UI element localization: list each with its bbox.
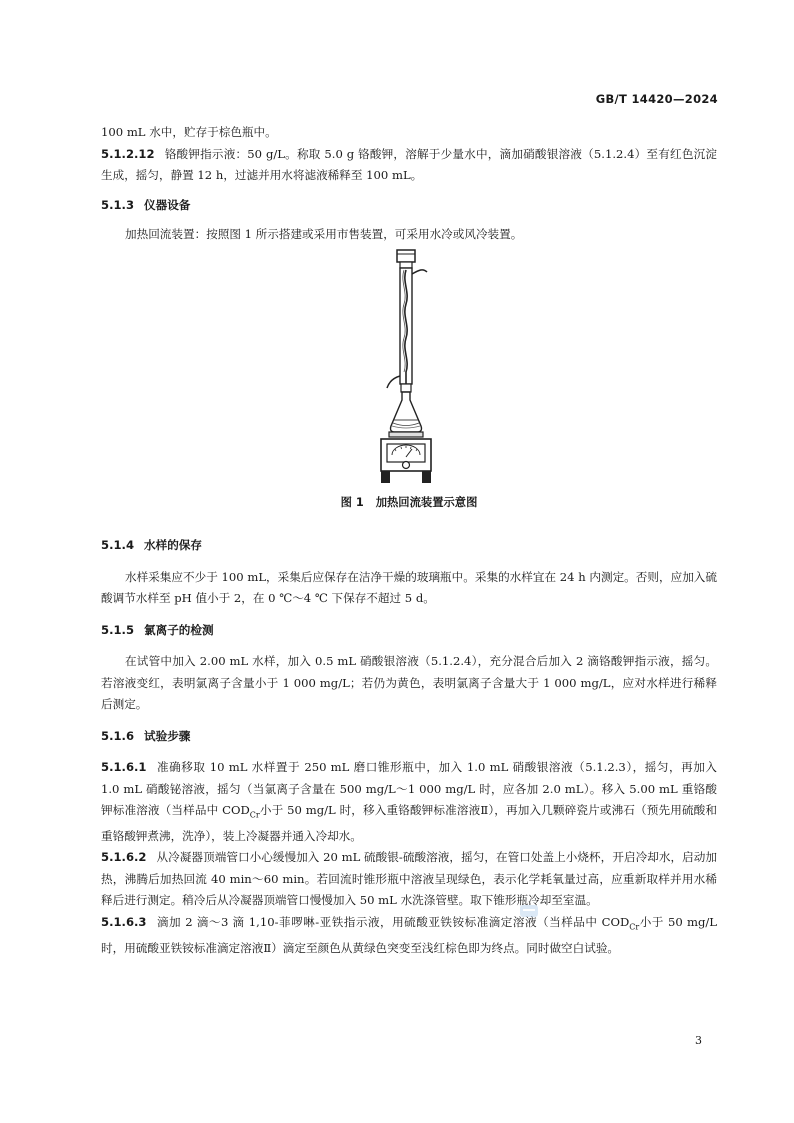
cod-subscript: Cr: [629, 922, 640, 932]
clause-text-part-b: 小于 50 mg/L 时，移入重铬酸钾标准溶液Ⅱ），再加入几颗碎瓷片或沸石（预先用硫酸和重铬酸钾煮沸，洗净），装上冷凝器并通入冷却水。: [101, 803, 717, 843]
section-heading-5-1-3: [101, 195, 717, 217]
document-body: [101, 122, 717, 959]
section-text-5-1-3: 加热回流装置：按照图 1 所示搭建或采用市售装置，可采用水冷或风冷装置。: [125, 227, 523, 241]
clause-number: 5.1.6.2: [101, 850, 147, 865]
section-number: 5.1.4: [101, 538, 135, 552]
clause-5-1-6-3: [101, 912, 717, 959]
reflux-apparatus-illustration: [379, 248, 439, 486]
section-title: 仪器设备: [144, 197, 191, 212]
section-number: 5.1.3: [101, 197, 135, 212]
section-heading-5-1-5: [101, 620, 717, 642]
section-text-5-1-5: 在试管中加入 2.00 mL 水样，加入 0.5 mL 硝酸银溶液（5.1.2.4），充分混合后加入 2 滴铬酸钾指示液，摇匀。若溶液变红，表明氯离子含量小于 1 000 mg/L；若仍为黄色，表明氯离子含量大于 1 000 mg/L，应对水样进行稀释后测定。: [101, 654, 717, 711]
clause-text-part-a: 滴加 2 滴～3 滴 1,10-菲啰啉-亚铁指示液，用硫酸亚铁铵标准滴定溶液（当样品中 COD: [156, 914, 630, 929]
clause-number: 5.1.6.3: [101, 914, 147, 929]
section-number: 5.1.6: [101, 728, 135, 743]
section-number: 5.1.5: [101, 622, 135, 637]
section-title: 试验步骤: [144, 728, 191, 743]
clause-5-1-2-12: [101, 144, 717, 187]
section-title: 氯离子的检测: [144, 622, 214, 637]
figure-1-caption: [101, 492, 717, 514]
standard-number: GB/T 14420—2024: [595, 92, 718, 106]
section-heading-5-1-4: [101, 535, 717, 557]
cod-subscript: Cr: [249, 810, 260, 820]
clause-number: 5.1.6.1: [101, 760, 147, 774]
figure-1: [101, 248, 717, 486]
figure-label: 图 1: [340, 495, 364, 509]
figure-title: 加热回流装置示意图: [375, 495, 478, 509]
continuation-text: 100 mL 水中，贮存于棕色瓶中。: [101, 125, 277, 139]
clause-number: 5.1.2.12: [101, 146, 155, 161]
section-text-5-1-4: 水样采集应不少于 100 mL，采集后应保存在洁净干燥的玻璃瓶中。采集的水样宜在 24 h 内测定。否则，应加入硫酸调节水样至 pH 值小于 2，在 0 ℃～4 ℃ 下保存不超过 5 d。: [101, 569, 717, 605]
watermark-logo: [519, 904, 539, 918]
page-number: 3: [695, 1034, 702, 1047]
section-heading-5-1-6: [101, 726, 717, 748]
clause-text-part-a: 准确移取 10 mL 水样置于 250 mL 磨口锥形瓶中，加入 1.0 mL 硝酸银溶液（5.1.2.3），摇匀，再加入 1.0 mL 硝酸铋溶液，摇匀（当氯离子含量在 500 mg/L～1 000 mg/L 时，应各加 2.0 mL）。移入 5.00 mL 重铬酸钾标准溶液（当样品中 COD: [101, 760, 717, 817]
clause-text: 铬酸钾指示液：50 g/L。称取 5.0 g 铬酸钾，溶解于少量水中，滴加硝酸银溶液（5.1.2.4）至有红色沉淀生成，摇匀，静置 12 h，过滤并用水将滤液稀释至 100 mL。: [101, 146, 717, 182]
clause-text: 从冷凝器顶端管口小心缓慢加入 20 mL 硫酸银-硫酸溶液，摇匀，在管口处盖上小烧杯，开启冷却水，启动加热，沸腾后加热回流 40 min～60 min。若回流时锥形瓶中溶液呈现绿色，表示化学耗氧量过高，应重新取样并用水稀释后进行测定。稍冷后从冷凝器顶端管口慢慢加入 50 mL 水洗涤管壁。取下锥形瓶冷却至室温。: [101, 850, 717, 908]
clause-5-1-6-2: [101, 847, 717, 912]
clause-5-1-6-1: [101, 757, 717, 847]
section-title: 水样的保存: [144, 538, 202, 552]
clause-text-part-b: 小于 50 mg/L 时，用硫酸亚铁铵标准滴定溶液Ⅱ）滴定至颜色从黄绿色突变至浅红棕色即为终点。同时做空白试验。: [101, 914, 717, 955]
